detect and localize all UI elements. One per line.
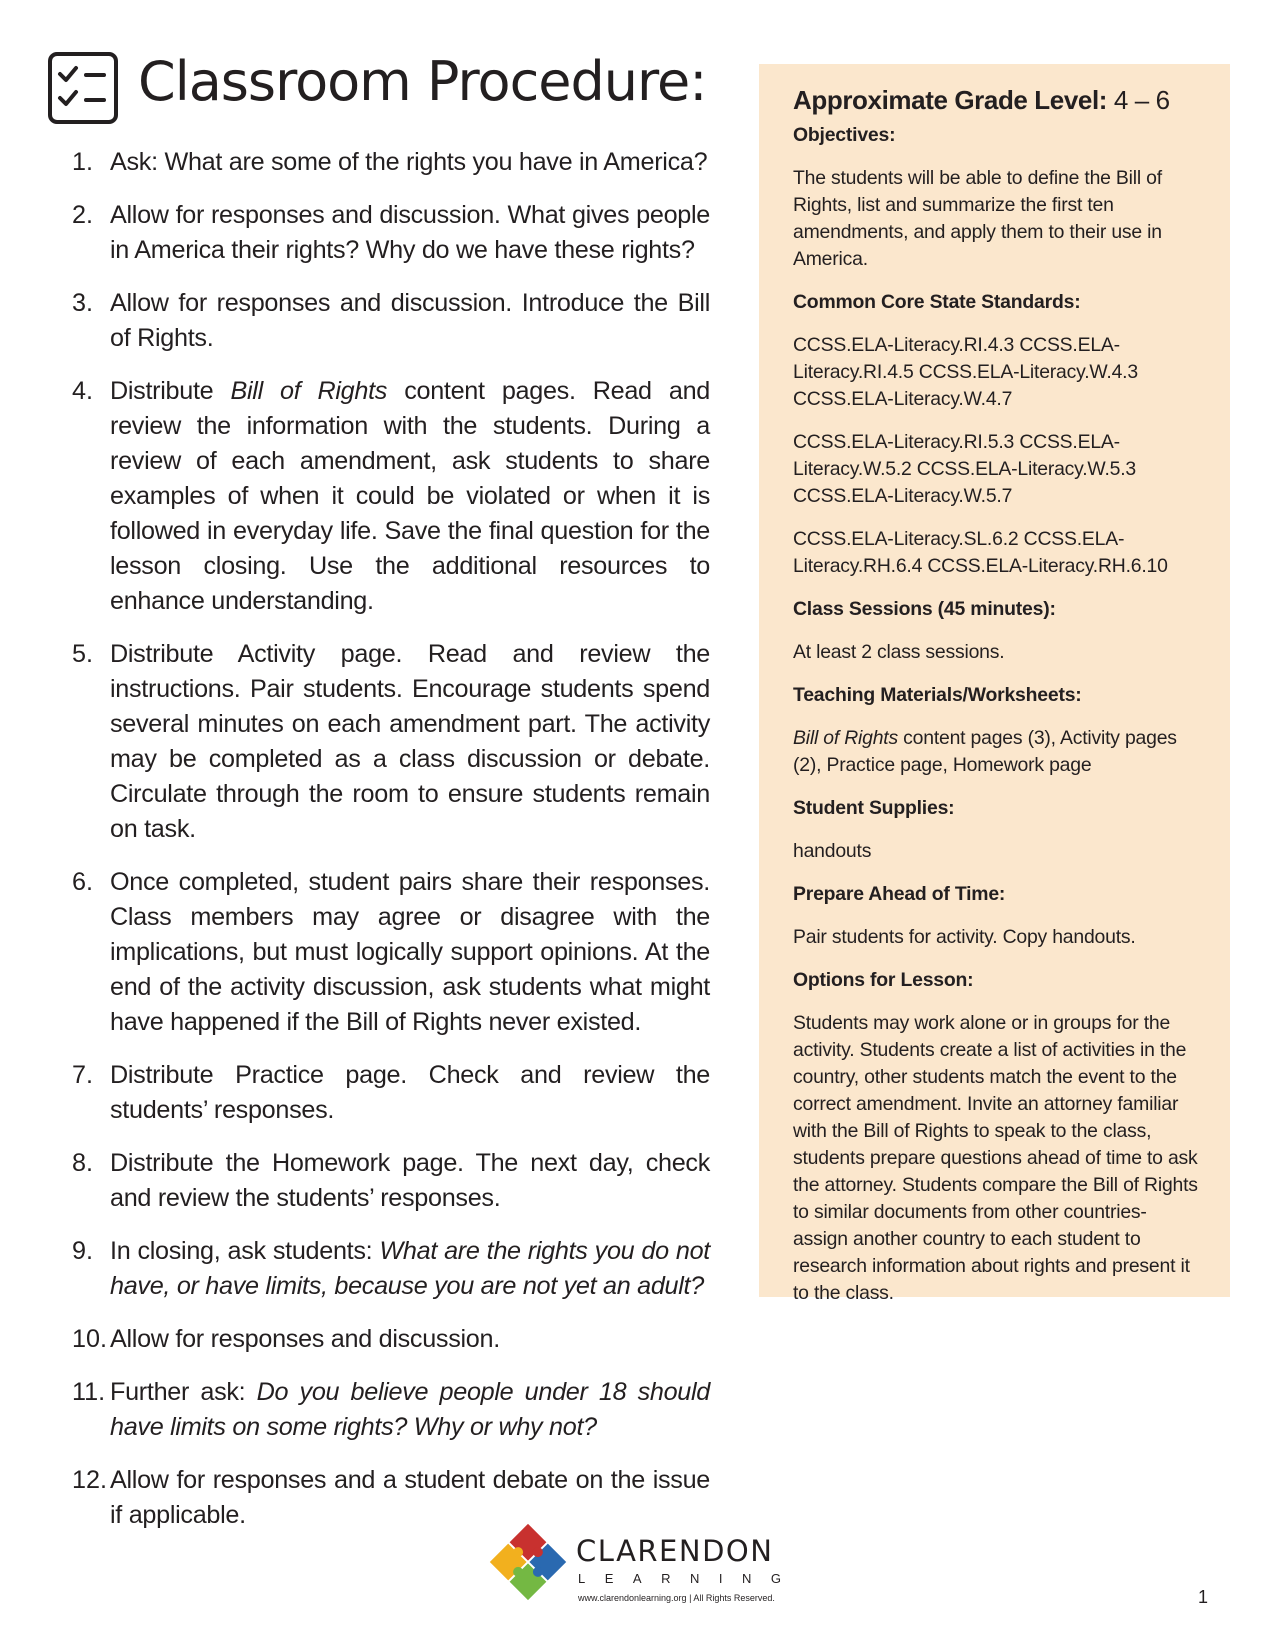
- procedure-step: [72, 1322, 710, 1357]
- step-number: 4.: [72, 377, 94, 405]
- step-text: [110, 374, 710, 619]
- text-run: Once completed, student pairs share their responses. Class members may agree or disagree with the implications, but must logically support opinions. At the end of the activity discussion, ask students what might have happened if the Bill of Rights never existed.: [110, 868, 710, 1036]
- section-paragraph: [793, 1010, 1202, 1307]
- step-text: [110, 1463, 710, 1533]
- text-run: Ask: What are some of the rights you have in America?: [110, 148, 708, 176]
- step-text: [110, 286, 710, 356]
- procedure-step: [72, 198, 710, 268]
- text-run: Allow for responses and discussion.: [110, 1325, 500, 1353]
- grade-value: 4 – 6: [1107, 85, 1170, 115]
- text-run: Students may work alone or in groups for the activity. Students create a list of activities in the country, other students match the event to the correct amendment. Invite an attorney familiar with the Bill of Rights to speak to the class, students prepare questions ahead of time to ask the attorney. Students compare the Bill of Rights to similar documents from other countries- assign another country to each student to research information about rights and present it to the class.: [793, 1012, 1198, 1304]
- text-run: Further ask:: [110, 1378, 257, 1406]
- step-number: 12.: [72, 1466, 108, 1494]
- section-paragraph: [793, 924, 1202, 951]
- step-number: 9.: [72, 1237, 94, 1265]
- step-number: 5.: [72, 640, 94, 668]
- procedure-step: [72, 1463, 710, 1533]
- section-heading: Objectives:: [793, 124, 896, 146]
- text-run: handouts: [793, 840, 872, 862]
- step-number: 7.: [72, 1061, 94, 1089]
- section-heading: Common Core State Standards:: [793, 291, 1081, 313]
- section-paragraph: [793, 526, 1202, 580]
- section-paragraph: [793, 332, 1202, 413]
- text-run: Distribute: [110, 377, 231, 405]
- text-run: Distribute Practice page. Check and review the students’ responses.: [110, 1061, 710, 1124]
- text-run: content pages. Read and review the information with the students. During a review of each amendment, ask students to share examples of when it could be violated or when it is followed in everyday life. Save the final question for the lesson closing. Use the additional resources to enhance understanding.: [110, 377, 710, 615]
- brand-url: www.clarendonlearning.org | All Rights Reserved.: [578, 1593, 775, 1603]
- text-run: content pages (3), Activity pages (2), Practice page, Homework page: [793, 727, 1177, 776]
- italic-text: Bill of Rights: [793, 727, 898, 749]
- step-text: [110, 1234, 710, 1304]
- step-number: 6.: [72, 868, 94, 896]
- step-number: 2.: [72, 201, 94, 229]
- step-text: [110, 1058, 710, 1128]
- text-run: Distribute Activity page. Read and review the instructions. Pair students. Encourage students spend several minutes on each amendment part. The activity may be completed as a class discussion or debate. Circulate through the room to ensure students remain on task.: [110, 640, 710, 843]
- procedure-step: [72, 1058, 710, 1128]
- section-heading: Options for Lesson:: [793, 969, 974, 991]
- page-title: Classroom Procedure:: [138, 50, 707, 113]
- step-text: [110, 1322, 710, 1357]
- puzzle-logo-icon: [486, 1520, 570, 1604]
- procedure-step: [72, 1146, 710, 1216]
- italic-text: Bill of Rights: [230, 377, 388, 405]
- text-run: Allow for responses and discussion. What gives people in America their rights? Why do we have these rights?: [110, 201, 710, 264]
- checklist-icon: [48, 52, 118, 124]
- lesson-info-panel: [759, 64, 1230, 1304]
- step-text: [110, 198, 710, 268]
- section-paragraph: [793, 639, 1202, 666]
- brand-subtitle: LEARNING: [578, 1571, 801, 1586]
- text-run: At least 2 class sessions.: [793, 641, 1005, 663]
- italic-text: What are the rights you do not have, or have limits, because you are not yet an adult?: [110, 1237, 710, 1300]
- section-heading: Prepare Ahead of Time:: [793, 883, 1006, 905]
- step-text: [110, 1146, 710, 1216]
- grade-level: [793, 84, 1202, 116]
- italic-text: Do you believe people under 18 should have limits on some rights? Why or why not?: [110, 1378, 710, 1441]
- text-run: Allow for responses and a student debate on the issue if applicable.: [110, 1466, 710, 1529]
- step-text: [110, 865, 710, 1040]
- procedure-list: [72, 145, 710, 1551]
- step-text: [110, 637, 710, 847]
- sidebar-sections: [793, 122, 1202, 1307]
- section-paragraph: [793, 165, 1202, 273]
- step-text: [110, 1375, 710, 1445]
- text-run: In closing, ask students:: [110, 1237, 380, 1265]
- step-number: 1.: [72, 148, 94, 176]
- procedure-step: [72, 286, 710, 356]
- procedure-step: [72, 374, 710, 619]
- procedure-step: [72, 145, 710, 180]
- section-paragraph: [793, 838, 1202, 865]
- text-run: Pair students for activity. Copy handouts.: [793, 926, 1136, 948]
- step-text: [110, 145, 710, 180]
- text-run: Distribute the Homework page. The next day, check and review the students’ responses.: [110, 1149, 710, 1212]
- text-run: CCSS.ELA-Literacy.SL.6.2 CCSS.ELA-Literacy.RH.6.4 CCSS.ELA-Literacy.RH.6.10: [793, 528, 1168, 577]
- section-heading: Class Sessions (45 minutes):: [793, 598, 1056, 620]
- procedure-step: [72, 637, 710, 847]
- procedure-step: [72, 865, 710, 1040]
- text-run: CCSS.ELA-Literacy.RI.5.3 CCSS.ELA-Literacy.W.5.2 CCSS.ELA-Literacy.W.5.3 CCSS.ELA-Literacy.W.5.7: [793, 431, 1136, 507]
- procedure-step: [72, 1234, 710, 1304]
- step-number: 11.: [72, 1378, 106, 1406]
- section-paragraph: [793, 725, 1202, 779]
- step-number: 10.: [72, 1325, 108, 1353]
- grade-label: Approximate Grade Level:: [793, 85, 1108, 115]
- section-paragraph: [793, 429, 1202, 510]
- step-number: 8.: [72, 1149, 94, 1177]
- brand-name: CLARENDON: [576, 1534, 774, 1568]
- section-heading: Teaching Materials/Worksheets:: [793, 684, 1082, 706]
- procedure-step: [72, 1375, 710, 1445]
- text-run: CCSS.ELA-Literacy.RI.4.3 CCSS.ELA-Literacy.RI.4.5 CCSS.ELA-Literacy.W.4.3 CCSS.ELA-Literacy.W.4.7: [793, 334, 1138, 410]
- section-heading: Student Supplies:: [793, 797, 955, 819]
- step-number: 3.: [72, 289, 94, 317]
- text-run: Allow for responses and discussion. Introduce the Bill of Rights.: [110, 289, 710, 352]
- page-number: 1: [1198, 1587, 1209, 1607]
- text-run: The students will be able to define the Bill of Rights, list and summarize the first ten amendments, and apply them to their use in America.: [793, 167, 1162, 270]
